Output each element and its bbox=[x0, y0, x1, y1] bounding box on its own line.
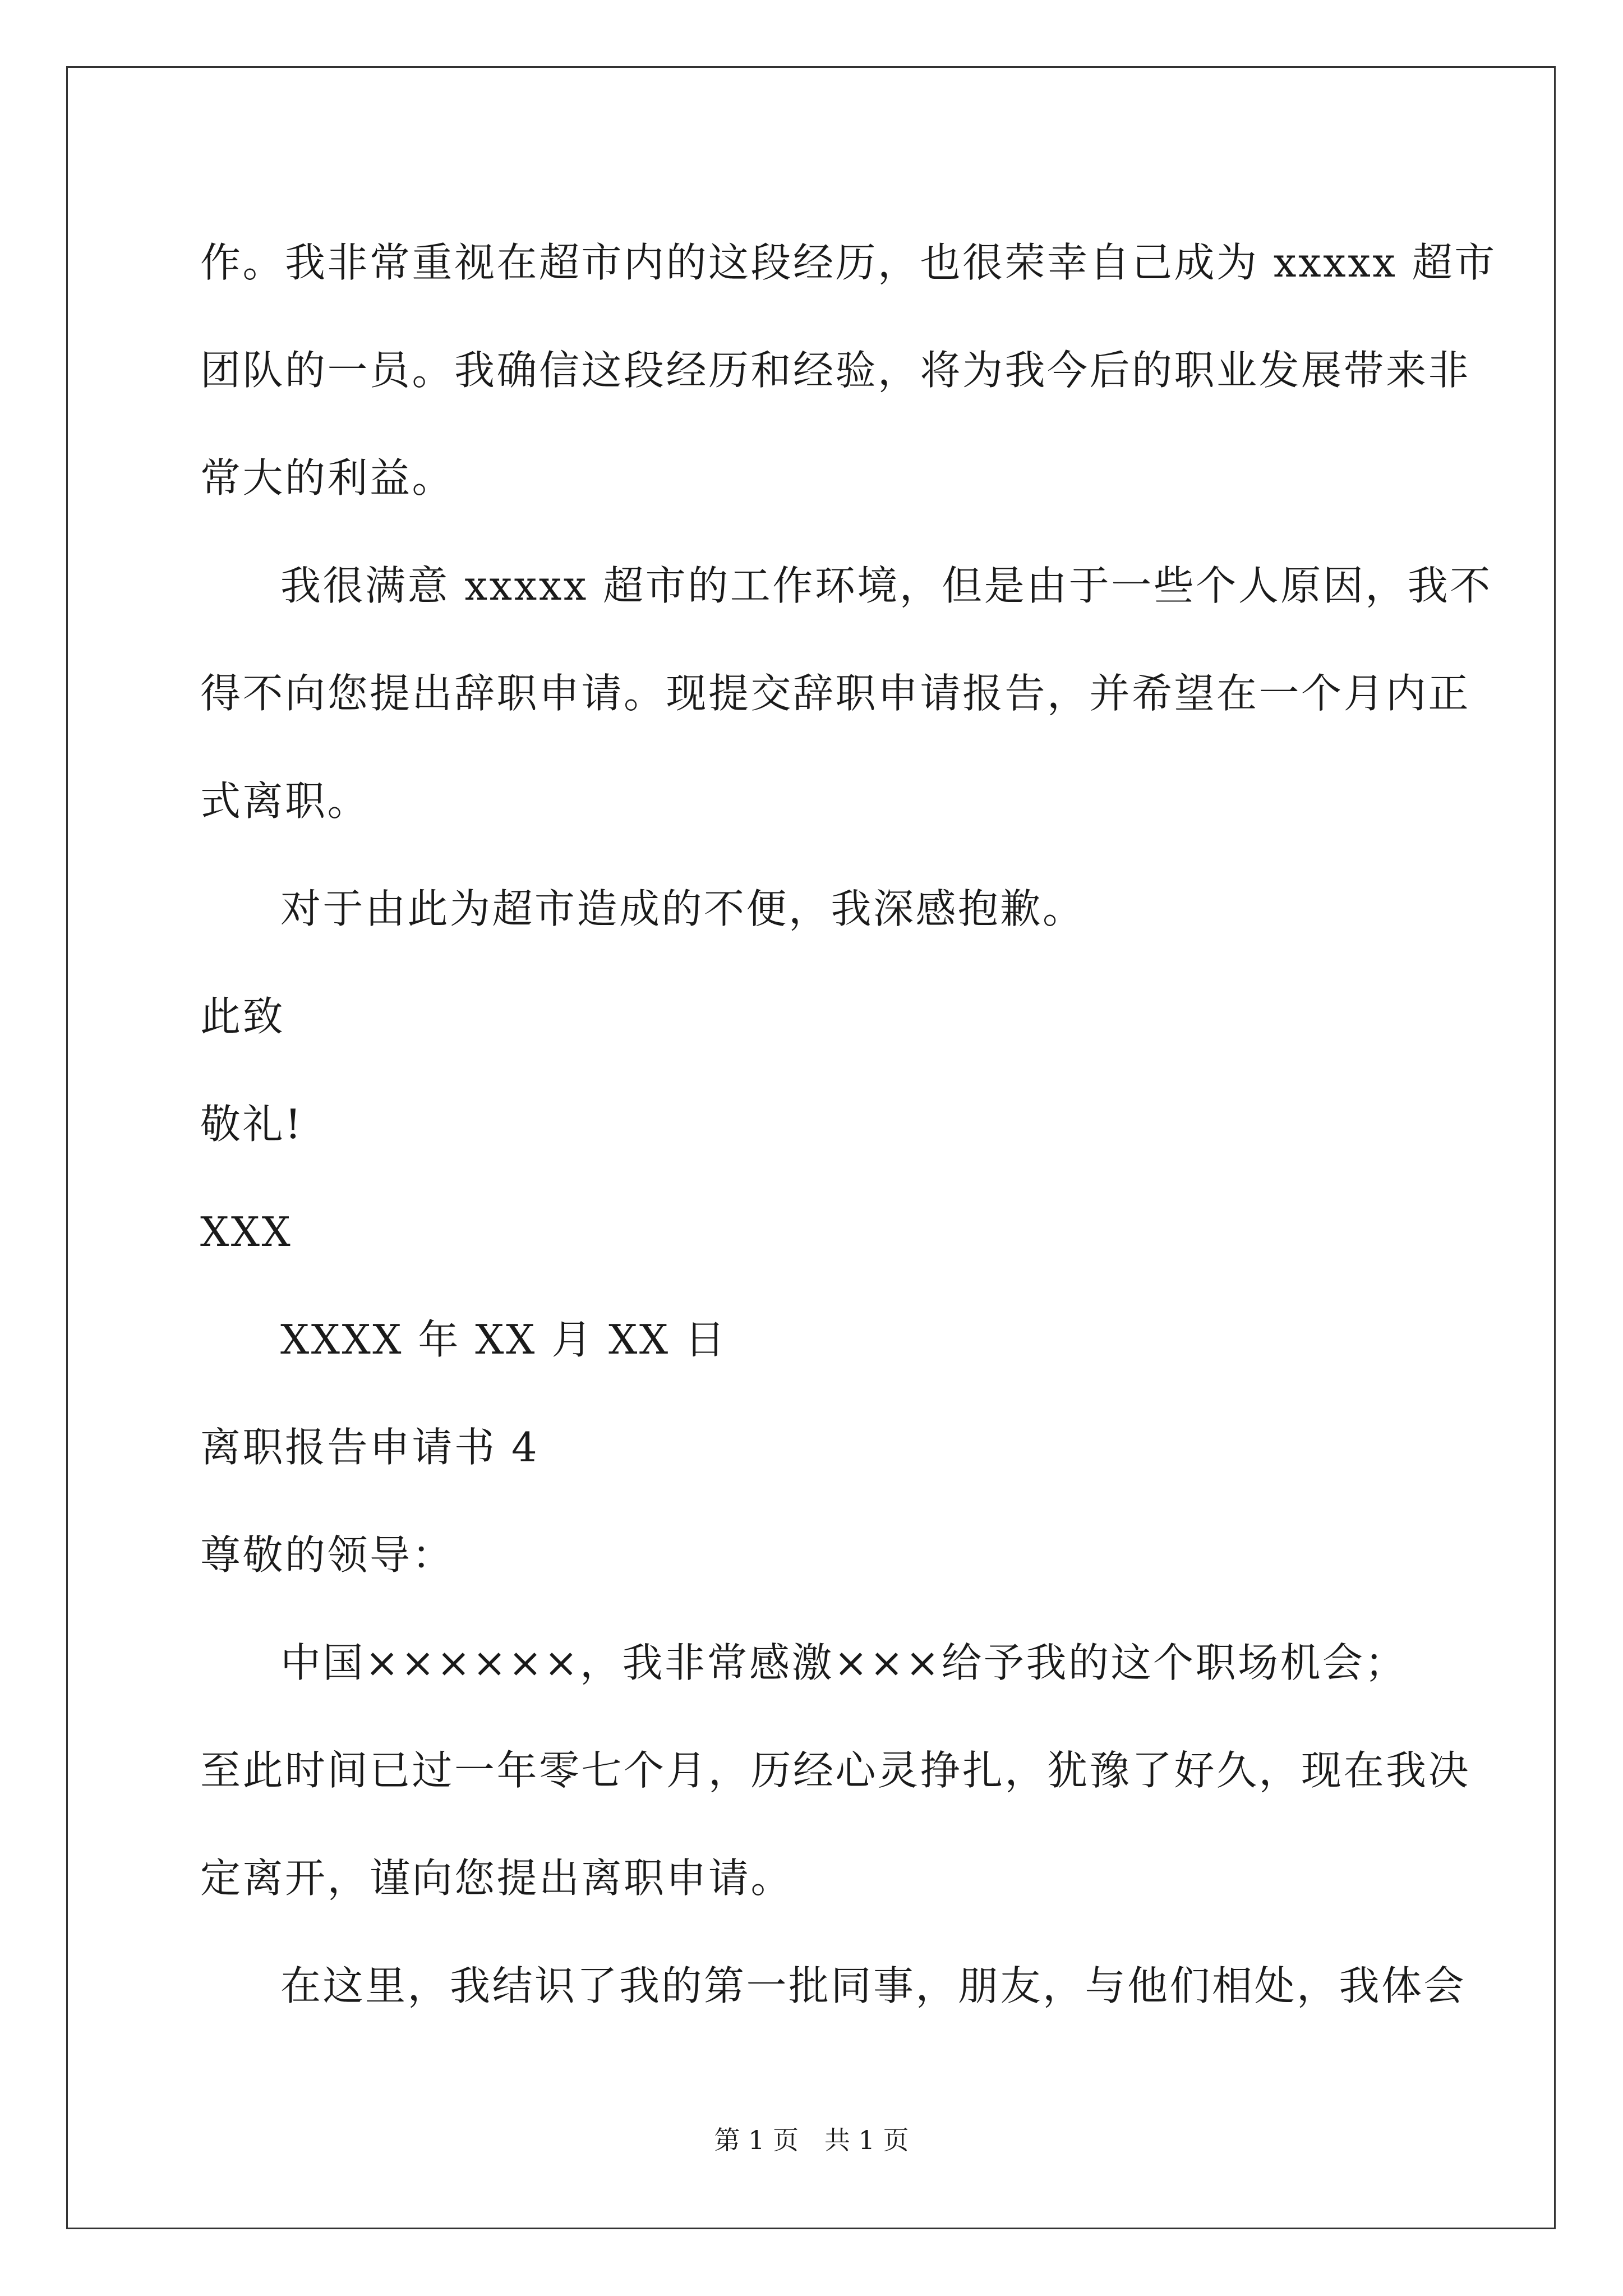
document-body bbox=[200, 209, 1497, 2040]
signature-name: XXX bbox=[200, 1208, 293, 1255]
text-line-17: 在这里，我结识了我的第一批同事，朋友，与他们相处，我体会 bbox=[280, 1962, 1467, 2009]
salutation-line: 此致 bbox=[200, 993, 285, 1040]
section-heading: 离职报告申请书 4 bbox=[200, 1424, 540, 1471]
regards-line: 敬礼! bbox=[200, 1101, 303, 1148]
text-line-1: 作。我非常重视在超市内的这段经历，也很荣幸自己成为 xxxxx 超市 bbox=[200, 239, 1497, 286]
page-total: 共 1 页 bbox=[824, 2125, 909, 2155]
text-line-7: 对于由此为超市造成的不便，我深感抱歉。 bbox=[280, 885, 1085, 932]
page-footer bbox=[0, 2123, 1623, 2157]
text-line-5: 得不向您提出辞职申请。现提交辞职申请报告，并希望在一个月内正 bbox=[200, 670, 1471, 717]
text-line-16: 定离开，谨向您提出离职申请。 bbox=[200, 1855, 794, 1902]
text-line-15: 至此时间已过一年零七个月，历经心灵挣扎，犹豫了好久，现在我决 bbox=[200, 1747, 1471, 1794]
page-number: 第 1 页 bbox=[714, 2125, 799, 2155]
text-line-4: 我很满意 xxxxx 超市的工作环境，但是由于一些个人原因，我不 bbox=[280, 562, 1492, 609]
text-line-2: 团队的一员。我确信这段经历和经验，将为我今后的职业发展带来非 bbox=[200, 347, 1471, 394]
text-line-6: 式离职。 bbox=[200, 777, 370, 825]
signature-date: XXXX 年 XX 月 XX 日 bbox=[280, 1316, 727, 1363]
text-line-3: 常大的利益。 bbox=[200, 454, 455, 501]
greeting-line: 尊敬的领导： bbox=[200, 1531, 455, 1579]
text-line-14: 中国××××××，我非常感激×××给予我的这个职场机会； bbox=[280, 1639, 1407, 1686]
